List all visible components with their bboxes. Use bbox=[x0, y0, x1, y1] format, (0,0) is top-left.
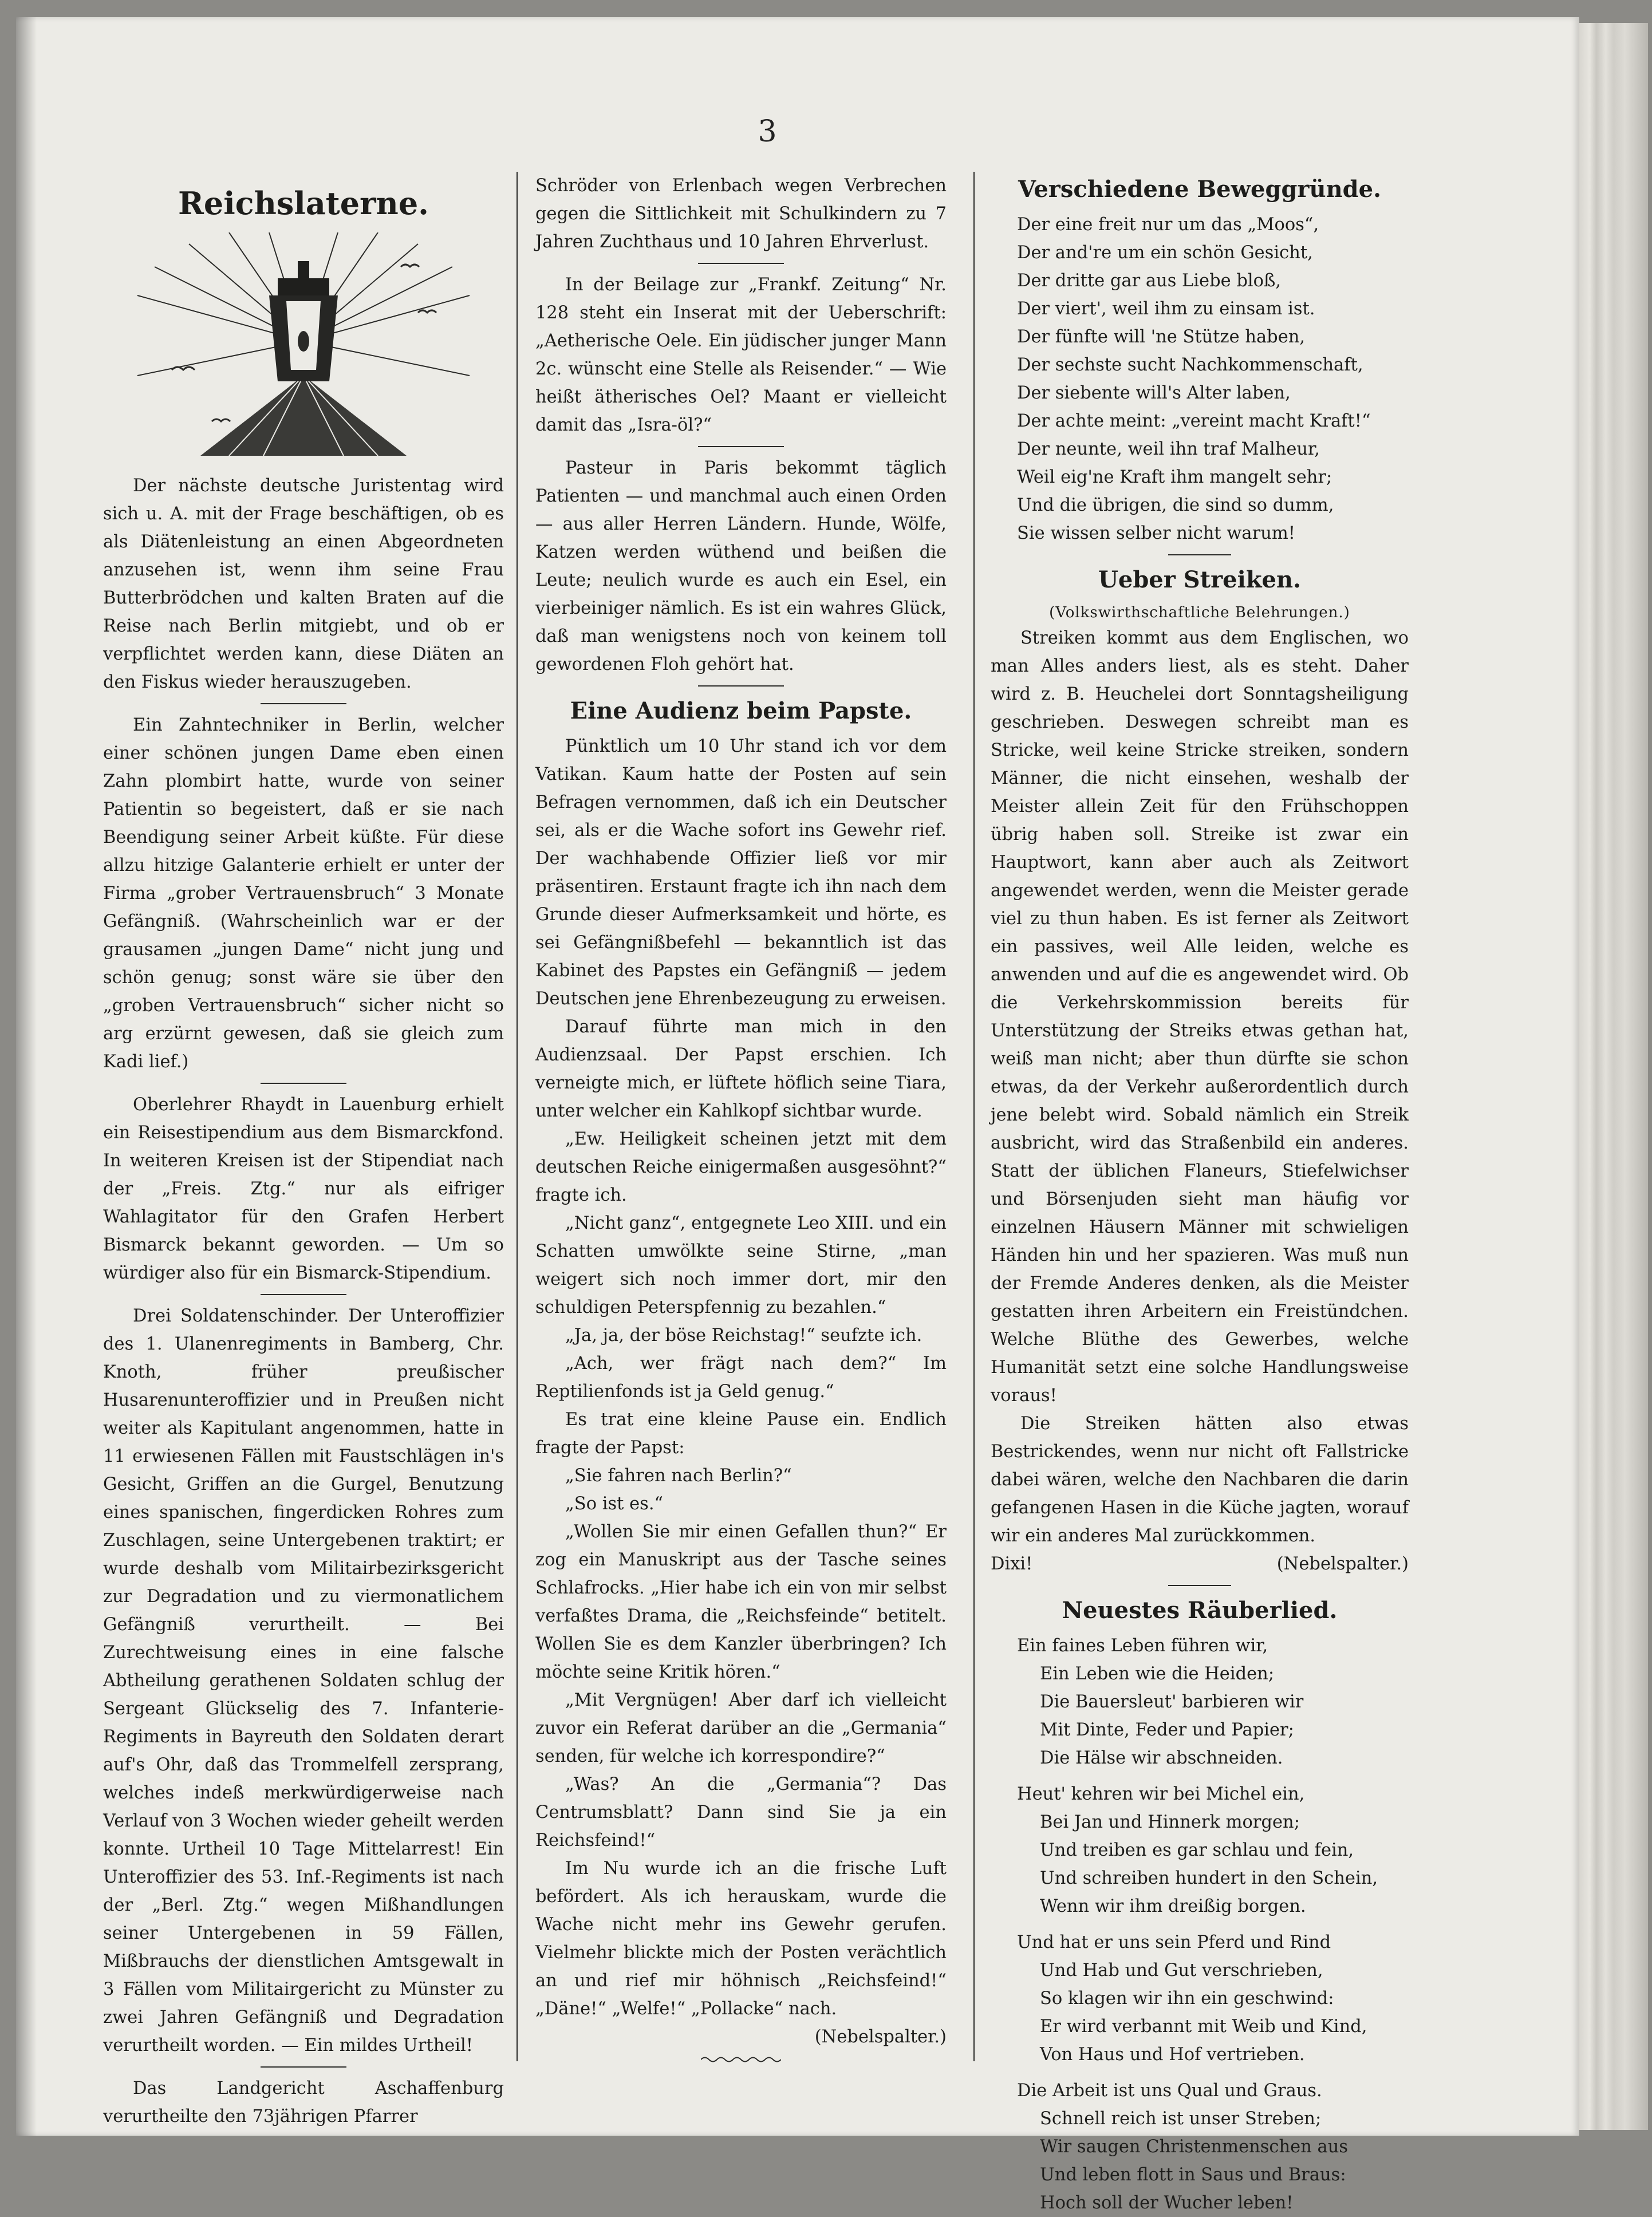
poem-line: Die Arbeit ist uns Qual und Graus. bbox=[1017, 2081, 1322, 2101]
poem-line: Und die übrigen, die sind so dumm, bbox=[1017, 495, 1334, 515]
audienz-paragraph: „Ew. Heiligkeit scheinen jetzt mit dem deutschen Reiche einigermaßen ausgesöhnt?“ fragte ich. bbox=[535, 1129, 947, 1205]
poem-line: Der sechste sucht Nachkommenschaft, bbox=[1017, 355, 1363, 375]
audienz-paragraph: „Sie fahren nach Berlin?“ bbox=[565, 1466, 792, 1486]
poem-line: Und treiben es gar schlau und fein, bbox=[1040, 1840, 1354, 1860]
poem-line: Der and're um ein schön Gesicht, bbox=[1017, 243, 1313, 263]
streiken-subheading: (Volkswirthschaftliche Belehrungen.) bbox=[1049, 604, 1350, 621]
poem-line: Und schreiben hundert in den Schein, bbox=[1040, 1868, 1378, 1888]
article-schroeder-cont: Schröder von Erlenbach wegen Verbrechen gegen die Sittlichkeit mit Schulkindern zu 7 Jahren Zuchthaus und 10 Jahren Ehrverlust. bbox=[535, 176, 947, 252]
audienz-paragraph: Es trat eine kleine Pause ein. Endlich fragte der Papst: bbox=[535, 1410, 947, 1458]
poem-line: Der viert', weil ihm zu einsam ist. bbox=[1017, 299, 1315, 319]
audienz-paragraph: Darauf führte man mich in den Audienzsaal. Der Papst erschien. Ich verneigte mich, er lüftete höflich seine Tiara, unter welcher ein Kahlkopf sichtbar wurde. bbox=[535, 1017, 947, 1121]
separator bbox=[698, 446, 784, 447]
column-2 bbox=[535, 172, 947, 2064]
article-aetherische-oele: In der Beilage zur „Frankf. Zeitung“ Nr. 128 steht ein Inserat mit der Ueberschrift: „Aetherische Oele. Ein jüdischer junger Mann 2c. wünscht eine Stelle als Reisender.“ — Wie heißt ätherisches Oel? Maant er vielleicht damit das „Isra-öl?“ bbox=[535, 275, 947, 435]
separator bbox=[1168, 554, 1231, 555]
poem-line: Hoch soll der Wucher leben! bbox=[1040, 2193, 1294, 2213]
audienz-heading: Eine Audienz beim Papste. bbox=[570, 697, 912, 724]
poem-line: So klagen wir ihn ein geschwind: bbox=[1040, 1989, 1334, 2009]
poem-line: Der siebente will's Alter laben, bbox=[1017, 383, 1291, 403]
column-3 bbox=[991, 172, 1409, 2217]
poem-line: Der dritte gar aus Liebe bloß, bbox=[1017, 271, 1282, 291]
poem-line: Von Haus und Hof vertrieben. bbox=[1040, 2045, 1305, 2065]
dixi: Dixi! bbox=[991, 1554, 1033, 1574]
audienz-paragraph: „So ist es.“ bbox=[565, 1494, 664, 1514]
streiken-source: (Nebelspalter.) bbox=[1276, 1554, 1409, 1574]
separator bbox=[261, 2066, 346, 2068]
streiken-heading: Ueber Streiken. bbox=[1098, 566, 1301, 593]
article-rhaydt: Oberlehrer Rhaydt in Lauenburg erhielt ein Reisestipendium aus dem Bismarckfond. In weiteren Kreisen ist der Stipendiat nach der „Freis. Ztg.“ nur als eifriger Wahlagitator für den Grafen Herbert Bismarck bekannt geworden. — Um so würdiger also für ein Bismarck-Stipendium. bbox=[103, 1095, 504, 1283]
separator bbox=[1168, 1585, 1231, 1586]
poem-line: Wenn wir ihm dreißig borgen. bbox=[1040, 1896, 1306, 1916]
column-rule-1 bbox=[517, 172, 518, 2061]
streiken-paragraph: Die Streiken hätten also etwas Bestrickendes, wenn nur nicht oft Fallstricke dabei wären, welche den Nachbaren die darin gefangenen Hasen in die Küche jagten, worauf wir ein anderes Mal zurückkommen. bbox=[991, 1414, 1409, 1546]
raeuberlied-heading: Neuestes Räuberlied. bbox=[1062, 1597, 1338, 1624]
audienz-paragraph: Pünktlich um 10 Uhr stand ich vor dem Vatikan. Kaum hatte der Posten auf sein Befragen vernommen, daß ich ein Deutscher sei, als er die Wache sofort ins Gewehr rief. Der wachhabende Offizier ließ vor mir präsentiren. Erstaunt fragte ich ihn nach dem Grunde dieser Aufmerksamkeit und hörte, es sei Gefängnißbefehl — bekanntlich ist das Kabinet des Papstes ein Gefängniß — jedem Deutschen jene Ehrenbezeugung zu erweisen. bbox=[535, 736, 947, 1009]
article-zahntechniker: Ein Zahntechniker in Berlin, welcher einer schönen jungen Dame eben einen Zahn plombirt hatte, wurde von seiner Patientin so begeistert, daß er sie nach Beendigung seiner Arbeit küßte. Für diese allzu hitzige Galanterie erhielt er unter der Firma „grober Vertrauensbruch“ 3 Monate Gefängniß. (Wahrscheinlich war er der grausamen „jungen Dame“ nicht jung und schön genug; sonst wäre sie über den „groben Vertrauensbruch“ sicher nicht so arg erzürnt gewesen, daß sie gleich zum Kadi lief.) bbox=[103, 715, 504, 1072]
separator bbox=[698, 263, 784, 264]
separator bbox=[698, 685, 784, 687]
binding-shadow bbox=[16, 17, 37, 2136]
poem-line: Der fünfte will 'ne Stütze haben, bbox=[1017, 327, 1306, 347]
audienz-paragraph: „Nicht ganz“, entgegnete Leo XIII. und ein Schatten umwölkte seine Stirne, „man weigert sich noch immer dort, mir den schuldigen Peterspfennig zu bezahlen.“ bbox=[535, 1213, 947, 1317]
poem-line: Und Hab und Gut verschrieben, bbox=[1040, 1960, 1323, 1981]
audienz-paragraph: „Wollen Sie mir einen Gefallen thun?“ Er zog ein Manuskript aus der Tasche seines Schlafrocks. „Hier habe ich ein von mir selbst verfaßtes Drama, die „Reichsfeinde“ betitelt. Wollen Sie es dem Kanzler überbringen? Ich möchte seine Kritik hören.“ bbox=[535, 1522, 947, 1682]
poem-line: Die Bauersleut' barbieren wir bbox=[1040, 1692, 1304, 1712]
poem-line: Der eine freit nur um das „Moos“, bbox=[1017, 215, 1319, 235]
streiken-signoff bbox=[991, 1550, 1409, 1578]
poem-line: Heut' kehren wir bei Michel ein, bbox=[1017, 1784, 1305, 1804]
article-aschaffenburg: Das Landgericht Aschaffenburg verurtheilte den 73jährigen Pfarrer bbox=[103, 2078, 504, 2127]
poem-line: Bei Jan und Hinnerk morgen; bbox=[1040, 1812, 1300, 1832]
poem-line: Wir saugen Christenmenschen aus bbox=[1040, 2137, 1349, 2157]
poem-line: Und hat er uns sein Pferd und Rind bbox=[1017, 1932, 1331, 1952]
poem-line: Schnell reich ist unser Streben; bbox=[1040, 2109, 1322, 2129]
poem-line: Sie wissen selber nicht warum! bbox=[1017, 523, 1296, 543]
audienz-paragraph: „Mit Vergnügen! Aber darf ich vielleicht zuvor ein Referat darüber an die „Germania“ senden, für welche ich korrespondire?“ bbox=[535, 1690, 947, 1766]
poem-line: Ein Leben wie die Heiden; bbox=[1040, 1664, 1275, 1684]
poem-line: Die Hälse wir abschneiden. bbox=[1040, 1748, 1283, 1768]
poem-line: Und leben flott in Saus und Braus: bbox=[1040, 2165, 1346, 2185]
raeuberlied-poem bbox=[991, 1632, 1409, 2217]
separator bbox=[261, 1083, 346, 1084]
page-stack-edge bbox=[1579, 23, 1648, 2130]
reichslaterne-heading: Reichslaterne. bbox=[178, 185, 429, 222]
audienz-source: (Nebelspalter.) bbox=[814, 2027, 947, 2047]
poem-line: Ein faines Leben führen wir, bbox=[1017, 1636, 1268, 1656]
poem-line: Der achte meint: „vereint macht Kraft!“ bbox=[1017, 411, 1371, 431]
page-number: 3 bbox=[758, 115, 777, 149]
streiken-paragraph: Streiken kommt aus dem Englischen, wo man Alles anders liest, als es steht. Daher wird z. B. Heuchelei dort Sonntagsheiligung geschrieben. Deswegen schreibt man es Stricke, weil keine Stricke streiken, sondern Männer, die nicht einsehen, weshalb der Meister allein Zeit für den Frühschoppen übrig haben soll. Streike ist zwar ein Hauptwort, kann aber auch als Zeitwort angewendet werden, wenn die Meister gerade viel zu thun haben. Es ist ferner als Zeitwort ein passives, weil Alle leiden, welche es anwenden und auf die es angewendet wird. Ob die Verkehrskommission bereits für Unterstützung der Streiks etwas gethan hat, weiß man nicht; aber thun dürfte sie schon etwas, da der Verkehr außerordentlich durch jene belebt wird. Sobald nämlich ein Streik ausbricht, wird das Straßenbild ein anderes. Statt der üblichen Flaneurs, Stiefelwichser und Börsenjuden sieht man häufig vor einzelnen Häusern Männer mit schwieligen Händen hin und her spazieren. Was muß nun der Fremde Anderes denken, als die Meister gestatten ihren Arbeitern ein Freistündchen. Welche Blüthe des Gewerbes, welche Humanität setzt eine solche Handlungsweise voraus! bbox=[991, 628, 1409, 1406]
beweggruende-poem bbox=[991, 211, 1409, 547]
article-juristentag: Der nächste deutsche Juristentag wird sich u. A. mit der Frage beschäftigen, ob es als Diätenleistung an einen Abgeordneten anzusehen ist, wenn ihm seine Frau Butterbrödchen und kalten Braten auf die Reise nach Berlin mitgiebt, und ob er verpflichtet werden kann, diese Diäten an den Fiskus wieder herauszugeben. bbox=[103, 476, 504, 692]
audienz-paragraph: „Ach, wer frägt nach dem?“ Im Reptilienfonds ist ja Geld genug.“ bbox=[535, 1354, 947, 1402]
poem-line: Weil eig'ne Kraft ihm mangelt sehr; bbox=[1017, 467, 1332, 487]
audienz-paragraph: Im Nu wurde ich an die frische Luft befördert. Als ich herauskam, wurde die Wache nicht mehr ins Gewehr gerufen. Vielmehr blickte mich der Posten verächtlich an und rief mir höhnisch „Reichsfeind!“ „Däne!“ „Welfe!“ „Pollacke“ nach. bbox=[535, 1859, 947, 2019]
poem-line: Der neunte, weil ihn traf Malheur, bbox=[1017, 439, 1320, 459]
lantern-illustration bbox=[132, 232, 475, 461]
audienz-paragraph: „Ja, ja, der böse Reichstag!“ seufzte ich. bbox=[565, 1326, 922, 1346]
end-ornament bbox=[701, 2056, 781, 2064]
poem-line: Er wird verbannt mit Weib und Kind, bbox=[1040, 2017, 1367, 2037]
article-pasteur: Pasteur in Paris bekommt täglich Patienten — und manchmal auch einen Orden — aus aller Herren Ländern. Hunde, Wölfe, Katzen werden wüthend und beißen die Leute; neulich wurde es auch ein Esel, ein vierbeiniger nämlich. Es ist ein wahres Glück, daß man wenigstens noch von keinem toll gewordenen Floh gehört hat. bbox=[535, 458, 947, 674]
beweggruende-heading: Verschiedene Beweggründe. bbox=[1018, 176, 1382, 203]
separator bbox=[261, 703, 346, 704]
separator bbox=[261, 1294, 346, 1295]
column-rule-2 bbox=[973, 172, 975, 2061]
column-1 bbox=[103, 172, 504, 2131]
audienz-paragraph: „Was? An die „Germania“? Das Centrumsblatt? Dann sind Sie ja ein Reichsfeind!“ bbox=[535, 1774, 947, 1851]
poem-line: Mit Dinte, Feder und Papier; bbox=[1040, 1720, 1294, 1740]
article-soldatenschinder: Drei Soldatenschinder. Der Unteroffizier des 1. Ulanenregiments in Bamberg, Chr. Knoth, früher preußischer Husarenunteroffizier und in Preußen nicht weiter als Kapitulant angenommen, hatte in 11 erwiesenen Fällen mit Faustschlägen in's Gesicht, Griffen an die Gurgel, Benutzung eines spanischen, fingerdicken Rohres zum Zuschlagen, seine Untergebenen traktirt; er wurde deshalb vom Militairbezirksgericht zur Degradation und zu viermonatlichem Gefängniß verurtheilt. — Bei Zurechtweisung eines in eine falsche Abtheilung gerathenen Soldaten schlug der Sergeant Glückselig des 7. Infanterie-Regiments in Bayreuth den Soldaten derart auf's Ohr, daß das Trommelfell zersprang, welches indeß merkwürdigerweise nach Verlauf von 3 Wochen wieder geheilt werden konnte. Urtheil 10 Tage Mittelarrest! Ein Unteroffizier des 53. Inf.-Regiments ist nach der „Berl. Ztg.“ wegen Mißhandlungen seiner Untergebenen in 59 Fällen, Mißbrauchs der dienstlichen Amtsgewalt in 3 Fällen vom Militairgericht zu Münster zu zwei Jahren Gefängniß und Degradation verurtheilt worden. — Ein mildes Urtheil! bbox=[103, 1306, 504, 2056]
